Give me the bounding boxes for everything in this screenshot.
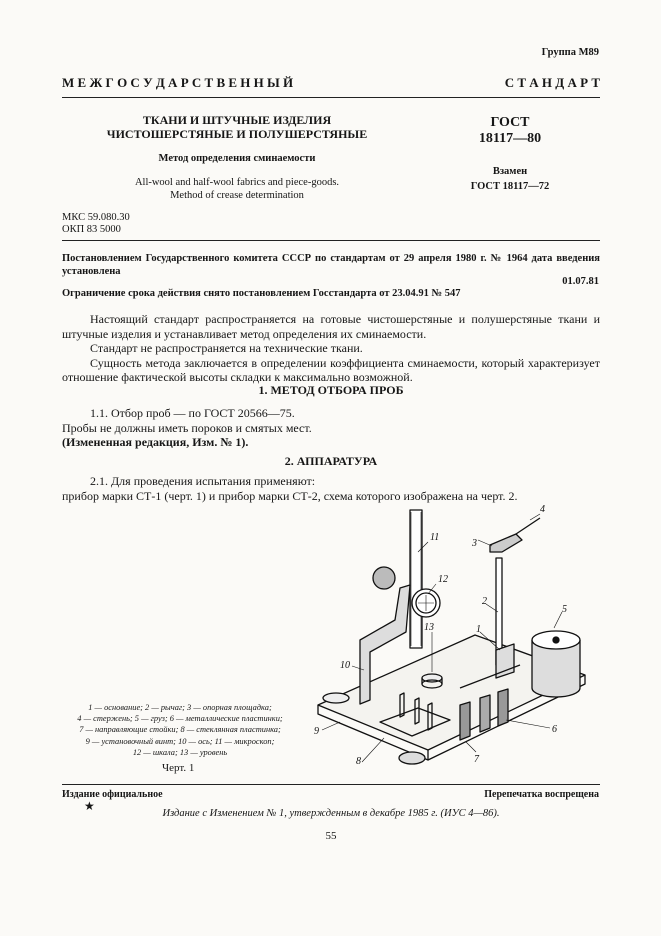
standard-word: С Т А Н Д А Р Т [504, 75, 600, 90]
callout-8: 8 [356, 756, 361, 767]
method-title: Метод определения сминаемости [158, 153, 316, 164]
classification-codes [62, 212, 130, 236]
edition-note: Издание с Изменением № 1, утвержденным в декабре 1985 г. (ИУС 4—86). [162, 808, 500, 819]
title-line-1: ТКАНИ И ШТУЧНЫЕ ИЗДЕЛИЯ [142, 113, 332, 127]
section-1-paragraph: Пробы не должны иметь пороков и смятых мест. [62, 420, 312, 435]
effective-date: 01.07.81 [562, 276, 599, 287]
callout-7: 7 [474, 754, 479, 765]
footer-rule [62, 784, 600, 785]
title-line-2: ЧИСТОШЕРСТЯНЫЕ И ПОЛУШЕРСТЯНЫЕ [106, 127, 368, 141]
english-title-2: Method of crease determination [170, 190, 304, 201]
intro-text [62, 312, 600, 385]
callout-5: 5 [562, 604, 567, 615]
interstate-word: М Е Ж Г О С У Д А Р С Т В Е Н Н Ы Й [62, 75, 294, 90]
reprint-prohibited-label: Перепечатка воспрещена [484, 789, 599, 800]
intro-paragraph: Стандарт не распространяется на технические ткани. [90, 341, 363, 355]
legend-line: 7 — направляющие стойки; 8 — стеклянная пластинка; [79, 725, 281, 735]
callout-4: 4 [540, 504, 545, 515]
callout-1: 1 [476, 624, 481, 635]
callout-3: 3 [472, 538, 477, 549]
mks-code: МКС 59.080.30 [62, 212, 130, 223]
group-code: Группа М89 [541, 47, 599, 58]
official-edition-label: Издание официальное [62, 789, 163, 800]
gost-number: 18117—80 [478, 131, 542, 146]
figure-legend [62, 702, 298, 758]
callout-2: 2 [482, 596, 487, 607]
star-icon: ★ [84, 799, 95, 813]
legend-line: 4 — стержень; 5 — груз; 6 — металлические пластинки; [77, 714, 283, 724]
section-2-body [62, 474, 600, 503]
callout-6: 6 [552, 724, 557, 735]
callout-12: 12 [438, 574, 448, 585]
instead-label: Взамен [492, 166, 528, 177]
limit-text: Ограничение срока действия снято постановлением Госстандарта от 23.04.91 № 547 [62, 288, 461, 299]
interstate-standard-header [62, 75, 600, 91]
section-2-paragraph: 2.1. Для проведения испытания применяют: [90, 474, 316, 488]
okp-code: ОКП 83 5000 [62, 224, 121, 235]
callout-10: 10 [340, 660, 350, 671]
intro-paragraph: Сущность метода заключается в определении коэффициента сминаемости, который характеризует отношение фактической высоты складки к максимально возможной. [62, 355, 600, 384]
section-2-paragraph: прибор марки СТ-1 (черт. 1) и прибор марки СТ-2, схема которого изображена на черт. 2. [62, 488, 518, 503]
section-1-paragraph: 1.1. Отбор проб — по ГОСТ 20566—75. [90, 406, 295, 420]
english-title-1: All-wool and half-wool fabrics and piece-goods. [134, 177, 340, 188]
header-rule [62, 97, 600, 98]
callout-11: 11 [430, 532, 440, 543]
instead-number: ГОСТ 18117—72 [470, 181, 550, 192]
intro-paragraph: Настоящий стандарт распространяется на готовые чистошерстяные и полушерстяные ткани и штучные изделия и устанавливает метод определения их сминаемости. [62, 312, 600, 341]
codes-rule [62, 240, 600, 241]
device-drawing [300, 500, 600, 780]
gost-label: ГОСТ [490, 115, 530, 130]
section-1-body [62, 406, 600, 450]
decree-text: Постановлением Государственного комитета СССР по стандартам от 29 апреля 1980 г. № 1964 дата введения установлена [62, 253, 600, 277]
legend-line: 12 — шкала; 13 — уровень [132, 747, 228, 757]
page-number: 55 [325, 830, 337, 842]
callout-9: 9 [314, 726, 319, 737]
legend-line: 1 — основание; 2 — рычаг; 3 — опорная площадка; [88, 703, 272, 712]
gost-designation [430, 115, 590, 193]
title-block [62, 113, 412, 202]
amendment-note: (Измененная редакция, Изм. № 1). [62, 435, 249, 449]
section-2-heading: 2. АППАРАТУРА [284, 454, 378, 468]
callout-13: 13 [424, 622, 434, 633]
legend-line: 9 — установочный винт; 10 — ось; 11 — микроскоп; [85, 736, 275, 746]
figure-caption: Черт. 1 [162, 762, 195, 774]
section-1-heading: 1. МЕТОД ОТБОРА ПРОБ [258, 383, 404, 397]
